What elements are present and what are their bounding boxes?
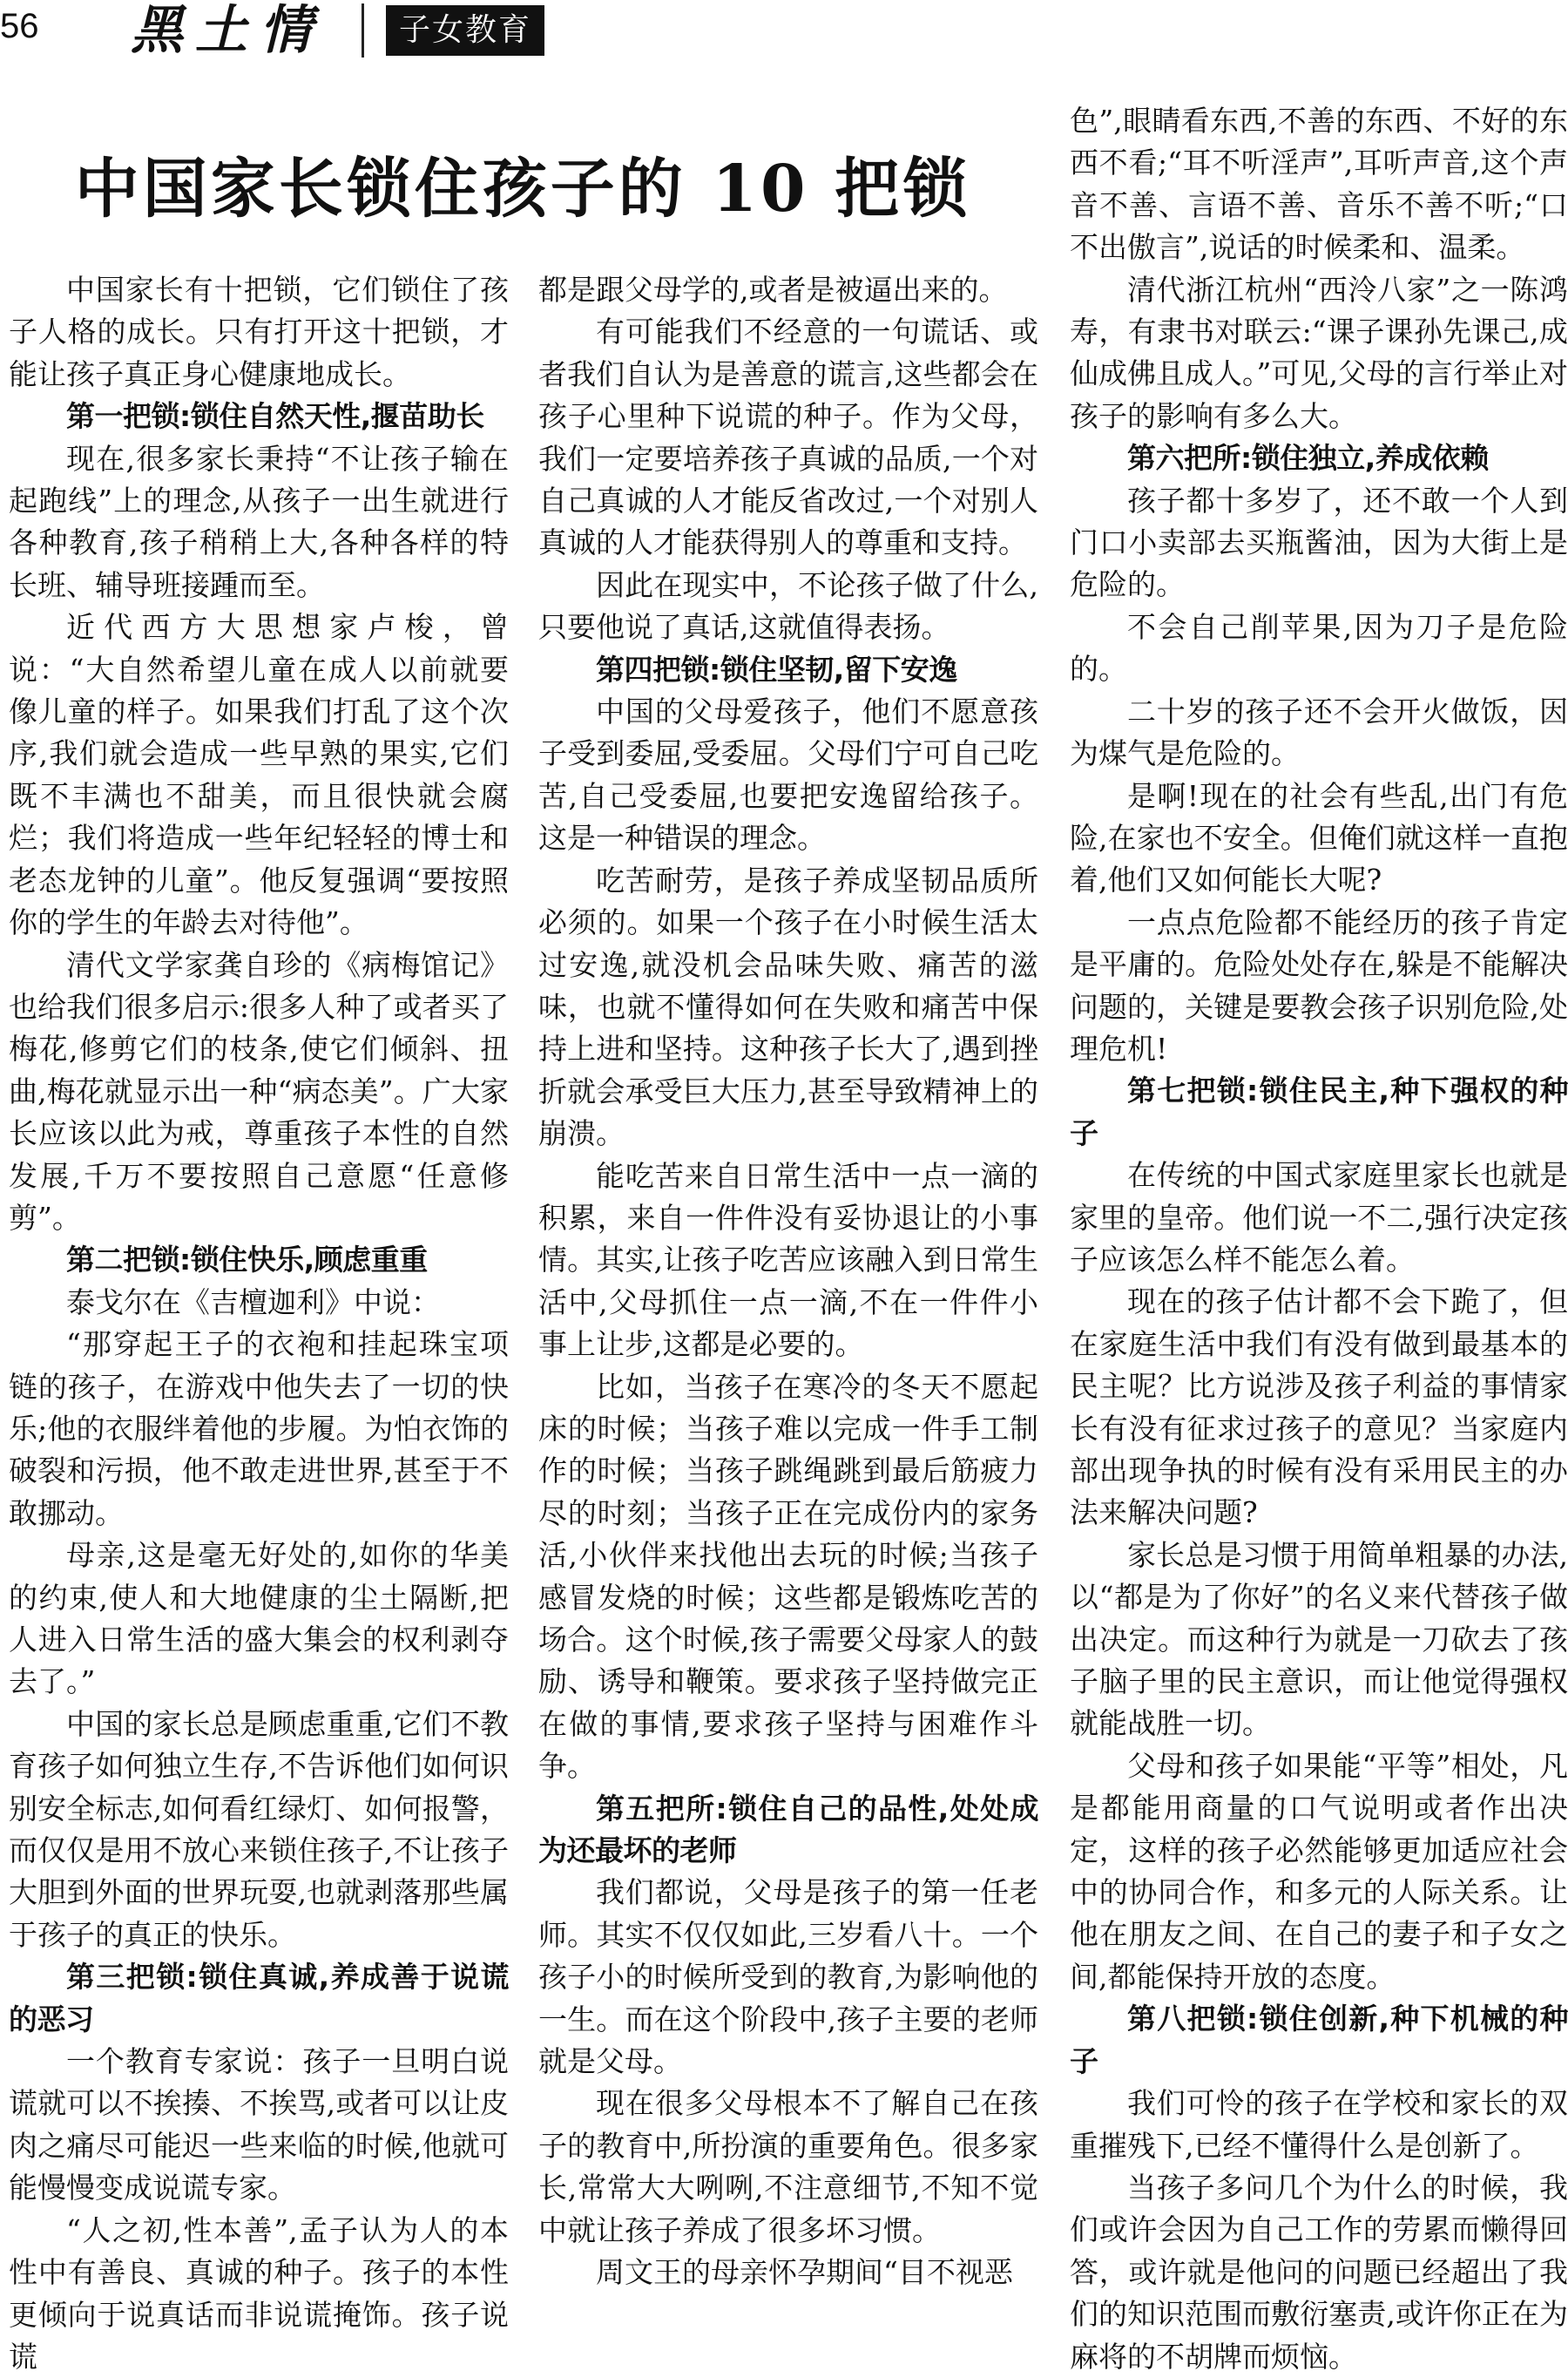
paragraph: 中国的父母爱孩子，他们不愿意孩子受到委屈,受委屈。父母们宁可自己吃苦,自己受委屈,也要把安逸留给孩子。这是一种错误的理念。 <box>538 694 1038 856</box>
masthead-logo: 黑土情 <box>131 0 324 61</box>
paragraph: 泰戈尔在《吉檀迦利》中说： <box>66 1284 440 1319</box>
paragraph: 当孩子多问几个为什么的时候，我们或许会因为自己工作的劳累而懒得回答，或许就是他问的问题已经超出了我们的知识范围而敷衍塞责,或许你正在为麻将的不胡牌而烦恼。 <box>1070 2170 1568 2374</box>
paragraph: 不会自己削苹果,因为刀子是危险的。 <box>1070 609 1568 687</box>
paragraph: 清代文学家龚自珍的《病梅馆记》也给我们很多启示:很多人种了或者买了梅花,修剪它们的枝条,使它们倾斜、扭曲,梅花就显示出一种“病态美”。广大家长应该以此为戒，尊重孩子本性的自然发展,千万不要按照自己意愿“任意修剪”。 <box>9 947 509 1235</box>
article-title: 中国家长锁住孩子的 10 把锁 <box>74 152 971 227</box>
page-header <box>0 0 1568 68</box>
paragraph: 家长总是习惯于用简单粗暴的办法,以“都是为了你好”的名义来代替孩子做出决定。而这种行为就是一刀砍去了孩子脑子里的民主意识，而让他觉得强权就能战胜一切。 <box>1070 1537 1568 1741</box>
paragraph: 有可能我们不经意的一句谎话、或者我们自认为是善意的谎言,这些都会在孩子心里种下说谎的种子。作为父母，我们一定要培养孩子真诚的品质,一个对自己真诚的人才能反省改过,一个对别人真诚的人才能获得别人的尊重和支持。 <box>538 315 1038 560</box>
section-heading: 第二把锁:锁住快乐,顾虑重重 <box>66 1243 428 1277</box>
paragraph-continued: 都是跟父母学的,或者是被逼出来的。 <box>538 273 1008 307</box>
paragraph: 是啊!现在的社会有些乱,出门有危险,在家也不安全。但俺们就这样一直抱着,他们又如何能长大呢? <box>1070 778 1568 898</box>
section-heading: 第八把锁:锁住创新,种下机械的种子 <box>1070 2002 1568 2078</box>
section-heading: 第五把所:锁住自己的品性,处处成为还最坏的老师 <box>538 1791 1038 1868</box>
paragraph: “那穿起王子的衣袍和挂起珠宝项链的孩子，在游戏中他失去了一切的快乐;他的衣服绊着他的步履。为怕衣饰的破裂和污损，他不敢走进世界,甚至于不敢挪动。 <box>9 1327 509 1530</box>
section-heading: 第四把锁:锁住坚韧,留下安逸 <box>596 652 957 687</box>
paragraph: 一个教育专家说：孩子一旦明白说谎就可以不挨揍、不挨骂,或者可以让皮肉之痛尽可能迟一些来临的时候,他就可能慢慢变成说谎专家。 <box>9 2044 509 2205</box>
paragraph: 孩子都十多岁了，还不敢一个人到门口小卖部去买瓶酱油，因为大街上是危险的。 <box>1070 483 1568 602</box>
paragraph: 吃苦耐劳，是孩子养成坚韧品质所必须的。如果一个孩子在小时候生活太过安逸,就没机会品味失败、痛苦的滋味，也就不懂得如何在失败和痛苦中保持上进和坚持。这种孩子长大了,遇到挫折就会承受巨大压力,甚至导致精神上的崩溃。 <box>538 863 1038 1151</box>
paragraph: 比如，当孩子在寒冷的冬天不愿起床的时候；当孩子难以完成一件手工制作的时候；当孩子跳绳跳到最后筋疲力尽的时刻；当孩子正在完成份内的家务活,小伙伴来找他出去玩的时候;当孩子感冒发烧的时候；这些都是锻炼吃苦的场合。这个时候,孩子需要父母家人的鼓励、诱导和鞭策。要求孩子坚持做完正在做的事情,要求孩子坚持与困难作斗争。 <box>538 1369 1038 1784</box>
paragraph: “人之初,性本善”,孟子认为人的本性中有善良、真诚的种子。孩子的本性更倾向于说真话而非说谎掩饰。孩子说谎 <box>9 2212 509 2374</box>
page-number: 56 <box>0 7 39 45</box>
paragraph: 周文王的母亲怀孕期间“目不视恶 <box>596 2255 1013 2290</box>
paragraph: 近代西方大思想家卢梭，曾说：“大自然希望儿童在成人以前就要像儿童的样子。如果我们打乱了这个次序,我们就会造成一些早熟的果实,它们既不丰满也不甜美，而且很快就会腐烂；我们将造成一些年纪轻轻的博士和老态龙钟的儿童”。他反复强调“要按照你的学生的年龄去对待他”。 <box>9 610 509 940</box>
section-tab: 子女教育 <box>386 5 544 56</box>
paragraph: 能吃苦来自日常生活中一点一滴的积累，来自一件件没有妥协退让的小事情。其实,让孩子吃苦应该融入到日常生活中,父母抓住一点一滴,不在一件件小事上让步,这都是必要的。 <box>538 1158 1038 1362</box>
column-3 <box>1070 100 1568 2374</box>
section-heading: 第三把锁:锁住真诚,养成善于说谎的恶习 <box>9 1960 509 2036</box>
section-heading: 第六把所:锁住独立,养成依赖 <box>1127 441 1489 476</box>
column-1 <box>9 269 509 2374</box>
paragraph: 二十岁的孩子还不会开火做饭，因为煤气是危险的。 <box>1070 694 1568 771</box>
paragraph: 因此在现实中，不论孩子做了什么,只要他说了真话,这就值得表扬。 <box>538 567 1038 645</box>
paragraph: 现在很多父母根本不了解自己在孩子的教育中,所扮演的重要角色。很多家长,常常大大咧咧,不注意细节,不知不觉中就让孩子养成了很多坏习惯。 <box>538 2086 1038 2247</box>
paragraph: 一点点危险都不能经历的孩子肯定是平庸的。危险处处存在,躲是不能解决问题的，关键是要教会孩子识别危险,处理危机! <box>1070 904 1568 1066</box>
paragraph: 在传统的中国式家庭里家长也就是家里的皇帝。他们说一不二,强行决定孩子应该怎么样不能怎么着。 <box>1070 1158 1568 1277</box>
paragraph: 中国家长有十把锁，它们锁住了孩子人格的成长。只有打开这十把锁，才能让孩子真正身心健康地成长。 <box>9 273 509 391</box>
paragraph: 清代浙江杭州“西泠八家”之一陈鸿寿，有隶书对联云:“课子课孙先课己,成仙成佛且成人。”可见,父母的言行举止对孩子的影响有多么大。 <box>1070 272 1568 433</box>
header-divider <box>362 3 364 58</box>
paragraph: 母亲,这是毫无好处的,如你的华美的约束,使人和大地健康的尘土隔断,把人进入日常生活的盛大集会的权利剥夺去了。” <box>9 1538 509 1699</box>
section-heading: 第七把锁:锁住民主,种下强权的种子 <box>1070 1074 1568 1150</box>
paragraph-continued: 色”,眼睛看东西,不善的东西、不好的东西不看;“耳不听淫声”,耳听声音,这个声音不善、言语不善、音乐不善不听;“口不出傲言”,说话的时候柔和、温柔。 <box>1070 104 1568 265</box>
paragraph: 现在的孩子估计都不会下跪了，但在家庭生活中我们有没有做到最基本的民主呢？比方说涉及孩子利益的事情家长有没有征求过孩子的意见？当家庭内部出现争执的时候有没有采用民主的办法来解决问题? <box>1070 1284 1568 1530</box>
column-2 <box>538 269 1038 2290</box>
paragraph: 中国的家长总是顾虑重重,它们不教育孩子如何独立生存,不告诉他们如何识别安全标志,如何看红绿灯、如何报警，而仅仅是用不放心来锁住孩子,不让孩子大胆到外面的世界玩耍,也就剥落那些属于孩子的真正的快乐。 <box>9 1706 509 1952</box>
section-heading: 第一把锁:锁住自然天性,揠苗助长 <box>66 399 484 434</box>
paragraph: 现在,很多家长秉持“不让孩子输在起跑线”上的理念,从孩子一出生就进行各种教育,孩子稍稍上大,各种各样的特长班、辅导班接踵而至。 <box>9 441 509 602</box>
paragraph: 我们都说，父母是孩子的第一任老师。其实不仅仅如此,三岁看八十。一个孩子小的时候所受到的教育,为影响他的一生。而在这个阶段中,孩子主要的老师就是父母。 <box>538 1875 1038 2079</box>
paragraph: 父母和孩子如果能“平等”相处，凡是都能用商量的口气说明或者作出决定，这样的孩子必然能够更加适应社会中的协同合作，和多元的人际关系。让他在朋友之间、在自己的妻子和子女之间,都能保持开放的态度。 <box>1070 1748 1568 1994</box>
paragraph: 我们可怜的孩子在学校和家长的双重摧残下,已经不懂得什么是创新了。 <box>1070 2086 1568 2163</box>
